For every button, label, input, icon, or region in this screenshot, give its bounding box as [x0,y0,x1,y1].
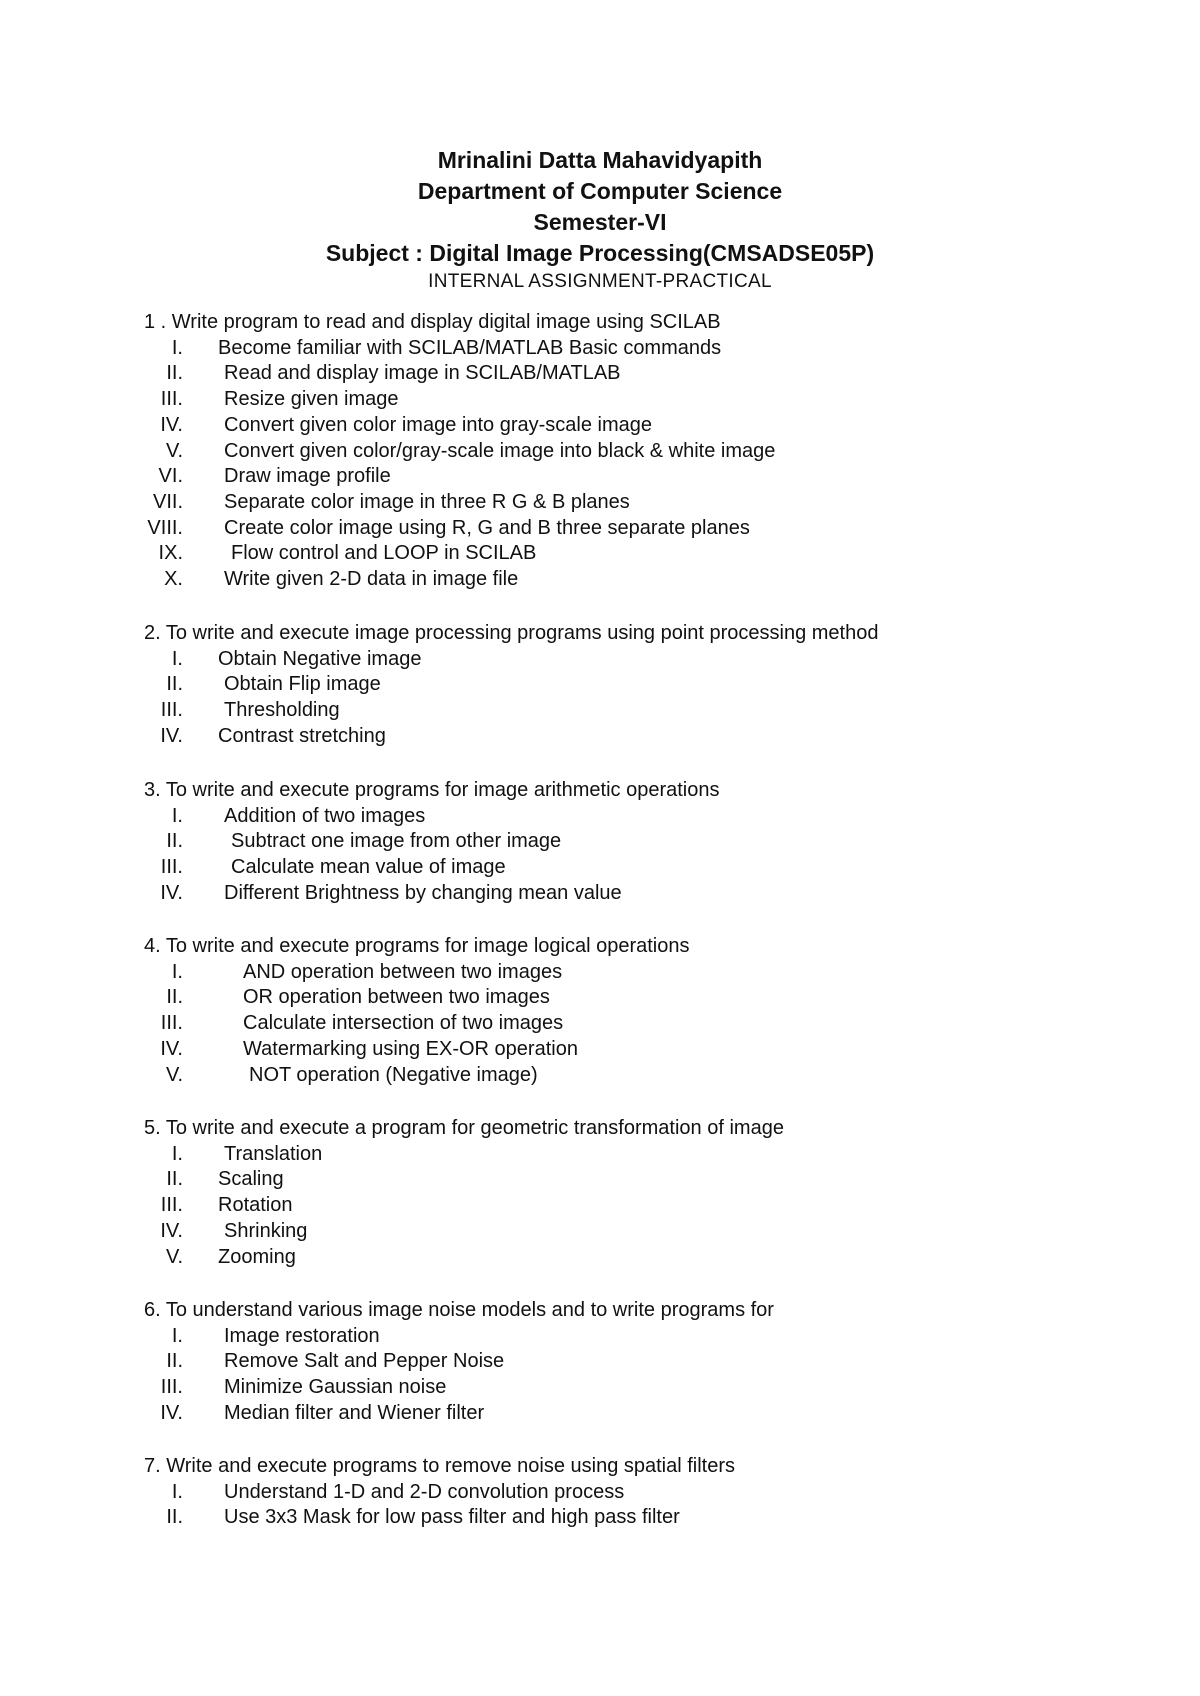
question-title: 5. To write and execute a program for geometric transformation of image [144,1117,784,1139]
list-item [0,1062,1200,1088]
question-title: 6. To understand various image noise models and to write programs for [144,1299,774,1321]
roman-numeral: V. [165,1245,183,1268]
list-item [0,959,1200,985]
question-title: 3. To write and execute programs for image arithmetic operations [144,779,720,801]
item-text: Scaling [218,1168,284,1191]
item-text: Read and display image in SCILAB/MATLAB [224,362,621,385]
list-item [0,646,1200,672]
item-text: Different Brightness by changing mean value [224,881,622,904]
item-text: Rotation [218,1194,293,1217]
institution-name: Mrinalini Datta Mahavidyapith [437,147,763,173]
item-text: Thresholding [224,699,340,722]
roman-numeral: X. [164,568,183,590]
item-text: Median filter and Wiener filter [224,1401,485,1424]
item-text: Obtain Flip image [224,673,381,696]
roman-numeral: I. [171,1324,183,1347]
list-item [0,1374,1200,1400]
roman-numeral: V. [165,1063,183,1086]
roman-numeral: I. [171,1480,183,1503]
item-text: Separate color image in three R G & B planes [224,490,630,513]
roman-numeral: I. [171,647,183,670]
roman-numeral: III. [160,1376,183,1399]
document-header [0,145,1200,295]
roman-numeral: I. [171,804,183,827]
item-text: Draw image profile [224,465,391,488]
item-text: Image restoration [224,1324,380,1347]
roman-numeral: III. [160,1194,183,1217]
item-text: NOT operation (Negative image) [249,1063,538,1086]
item-text: Convert given color image into gray-scale image [224,413,652,436]
list-item [0,723,1200,749]
list-item [0,489,1200,515]
subject-title: Subject : Digital Image Processing(CMSADSE05P) [325,240,875,266]
item-text: Translation [224,1142,323,1165]
item-text: Flow control and LOOP in SCILAB [231,542,537,565]
list-item [0,854,1200,880]
roman-numeral: II. [166,673,183,696]
list-item [0,566,1200,592]
list-item [0,880,1200,906]
roman-numeral: VIII. [147,516,183,539]
roman-numeral: II. [166,1350,183,1373]
list-item [0,1166,1200,1192]
item-text: Zooming [218,1245,296,1268]
item-text: Calculate mean value of image [231,856,506,879]
item-text: OR operation between two images [243,986,550,1009]
roman-numeral: IX. [158,542,183,565]
list-item [0,1400,1200,1426]
roman-numeral: II. [166,986,183,1009]
item-text: Remove Salt and Pepper Noise [224,1350,505,1373]
list-item [0,335,1200,361]
roman-numeral: III. [160,856,183,879]
list-item [0,671,1200,697]
list-item [0,412,1200,438]
roman-numeral: IV. [160,413,183,436]
list-item [0,1479,1200,1505]
list-item [0,828,1200,854]
list-item [0,1218,1200,1244]
roman-numeral: II. [166,1506,183,1529]
item-text: Create color image using R, G and B three separate planes [224,516,750,539]
roman-numeral: III. [160,1012,183,1035]
item-text: Subtract one image from other image [231,830,562,853]
list-item [0,463,1200,489]
item-text: AND operation between two images [243,960,563,983]
roman-numeral: II. [166,362,183,385]
list-item [0,360,1200,386]
question-title: 4. To write and execute programs for image logical operations [144,935,690,957]
list-item [0,386,1200,412]
question-title: 1 . Write program to read and display digital image using SCILAB [144,311,721,333]
item-text: Calculate intersection of two images [243,1012,564,1035]
roman-numeral: II. [166,1168,183,1191]
roman-numeral: III. [160,699,183,722]
list-item [0,1244,1200,1270]
item-text: Addition of two images [224,804,426,827]
roman-numeral: IV. [160,1219,183,1242]
semester-label: Semester-VI [533,209,667,235]
list-item [0,515,1200,541]
roman-numeral: I. [171,1142,183,1165]
roman-numeral: I. [171,336,183,359]
question-title: 7. Write and execute programs to remove noise using spatial filters [144,1455,736,1477]
item-text: Resize given image [224,388,399,411]
item-text: Use 3x3 Mask for low pass filter and high pass filter [224,1506,680,1529]
list-item [0,1192,1200,1218]
item-text: Shrinking [224,1219,308,1242]
item-text: Write given 2-D data in image file [224,568,519,590]
item-text: Minimize Gaussian noise [224,1376,447,1399]
roman-numeral: IV. [160,881,183,904]
list-item [0,1010,1200,1036]
roman-numeral: I. [171,960,183,983]
roman-numeral: II. [166,830,183,853]
roman-numeral: IV. [160,724,183,747]
item-text: Obtain Negative image [218,647,422,670]
roman-numeral: IV. [160,1037,183,1060]
list-item [0,540,1200,566]
roman-numeral: VII. [152,490,183,513]
list-item [0,1036,1200,1062]
list-item [0,697,1200,723]
item-text: Convert given color/gray-scale image into black & white image [224,439,776,462]
roman-numeral: V. [165,439,183,462]
assignment-title: INTERNAL ASSIGNMENT-PRACTICAL [428,271,772,292]
list-item [0,803,1200,829]
roman-numeral: VI. [158,465,183,488]
roman-numeral: III. [160,388,183,411]
item-text: Watermarking using EX-OR operation [243,1037,578,1060]
department-name: Department of Computer Science [417,178,783,204]
question-title: 2. To write and execute image processing programs using point processing method [144,622,879,644]
item-text: Understand 1-D and 2-D convolution process [224,1480,625,1503]
list-item [0,1348,1200,1374]
list-item [0,438,1200,464]
list-item [0,984,1200,1010]
list-item [0,1323,1200,1349]
list-item [0,1141,1200,1167]
item-text: Contrast stretching [218,724,386,747]
roman-numeral: IV. [160,1401,183,1424]
list-item [0,1504,1200,1530]
item-text: Become familiar with SCILAB/MATLAB Basic commands [218,336,722,359]
